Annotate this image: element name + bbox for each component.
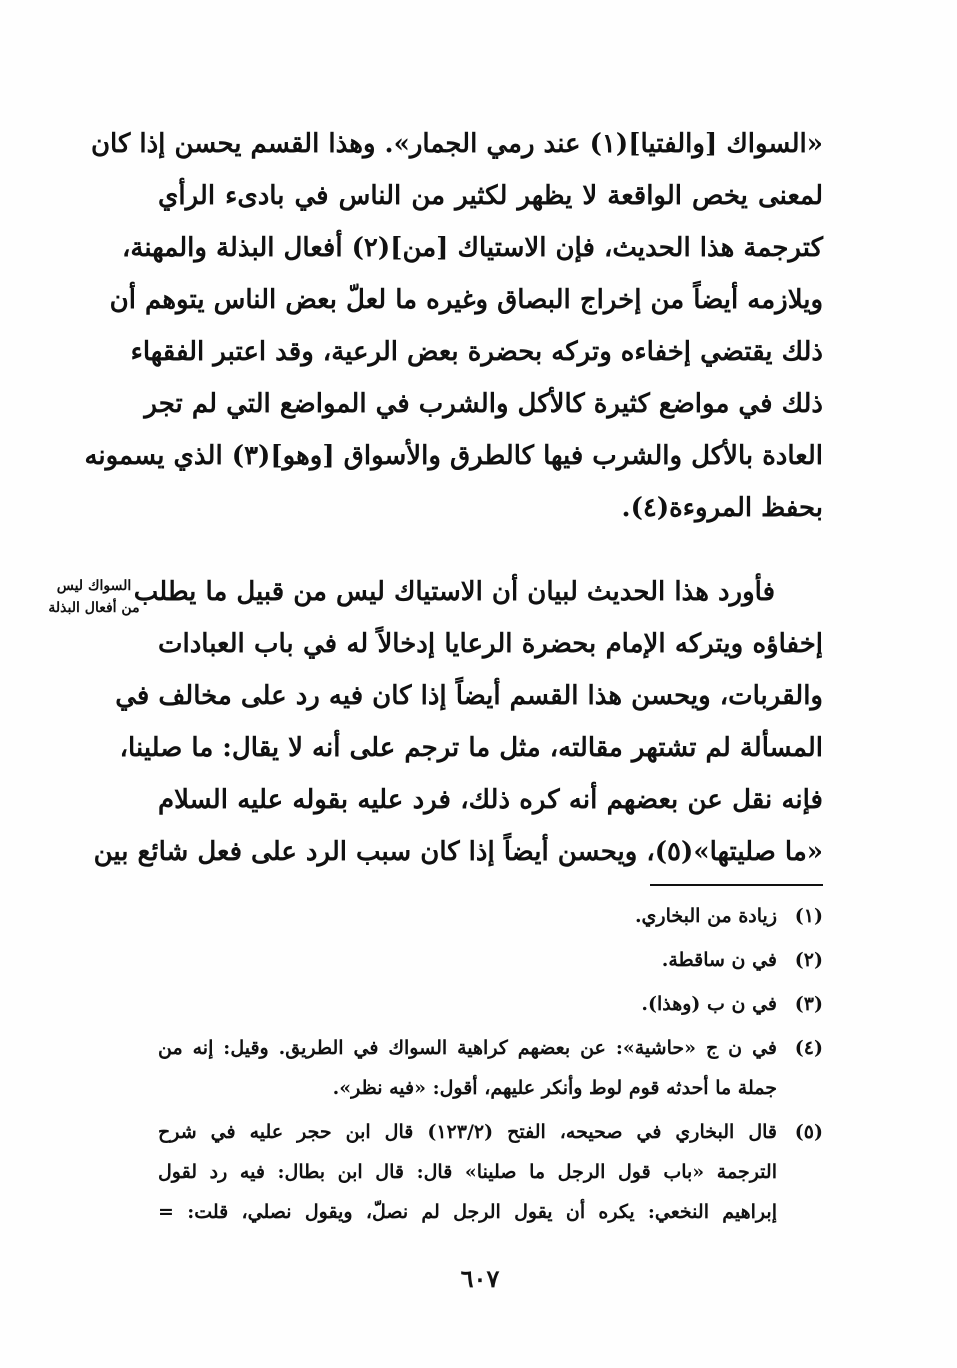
footnote-text: زيادة من البخاري. <box>634 905 777 927</box>
text-line: فإنه نقل عن بعضهم أنه كره ذلك، فرد عليه بقوله عليه السلام <box>158 785 823 815</box>
text-line: كترجمة هذا الحديث، فإن الاستياك [من](٢) أفعال البذلة والمهنة، <box>122 233 823 263</box>
footnote <box>158 1028 823 1108</box>
text-line: ذلك يقتضي إخفاءه وتركه بحضرة بعض الرعية، وقد اعتبر الفقهاء <box>130 337 823 367</box>
footnotes <box>158 896 823 1236</box>
text-line: «السواك [والفتيا](١) عند رمي الجمار». وهذا القسم يحسن إذا كان <box>90 129 823 159</box>
margin-note <box>44 575 144 619</box>
footnote-text: إبراهيم النخعي: يكره أن يقول الرجل لم نصلّ، ويقول نصلي، قلت: = <box>158 1201 777 1223</box>
footnote <box>158 984 823 1024</box>
footnote-number: (٢) <box>794 949 823 971</box>
footnote <box>158 940 823 980</box>
footnote-number: (٤) <box>794 1037 823 1059</box>
text-line: ذلك في مواضع كثيرة كالأكل والشرب في المواضع التي لم تجر <box>144 389 823 419</box>
margin-note-line: من أفعال البذلة <box>48 600 140 616</box>
text-line: بحفظ المروءة(٤). <box>621 493 823 523</box>
text-line: العادة بالأكل والشرب فيها كالطرق والأسواق [وهو](٣) الذي يسمونه <box>84 441 823 471</box>
footnote <box>158 1112 823 1232</box>
text-line: المسألة لم تشتهر مقالته، مثل ما ترجم على أنه لا يقال: ما صلينا، <box>119 733 823 763</box>
footnote-number: (٥) <box>794 1121 823 1143</box>
footnote-text: قال البخاري في صحيحه، الفتح (١٢٣/٢) قال ابن حجر عليه في شرح <box>158 1121 778 1143</box>
text-line: «ما صليتها»(٥)، ويحسن أيضاً إذا كان سبب الرد على فعل شائع بين <box>93 837 823 867</box>
page-number: ٦٠٧ <box>460 1264 500 1293</box>
footnote-text: في ن ب (وهذا). <box>641 993 777 1015</box>
text-line: إخفاؤه ويتركه الإمام بحضرة الرعايا إدخالاً له في باب العبادات <box>158 629 823 659</box>
footnote-text: في ن ساقطة. <box>661 949 777 971</box>
paragraph-1 <box>84 118 823 534</box>
margin-note-line: السواك ليس <box>56 578 132 594</box>
text-line: ويلازمه أيضاً من إخراج البصاق وغيره ما لعلّ بعض الناس يتوهم أن <box>109 285 823 315</box>
footnote-number: (٣) <box>794 993 823 1015</box>
footnote <box>158 896 823 936</box>
text-line: لمعنى يخص الواقعة لا يظهر لكثير من الناس في بادىء الرأي <box>158 181 823 211</box>
footnote-text: الترجمة «باب قول الرجل ما صلينا» قال: قال ابن بطال: فيه رد لقول <box>158 1161 777 1183</box>
footnote-separator <box>650 884 823 886</box>
text-line: والقربات، ويحسن هذا القسم أيضاً إذا كان فيه رد على مخالف في <box>115 681 823 711</box>
footnote-text: جملة ما أحدثه قوم لوط وأنكر عليهم، أقول: «فيه نظر». <box>332 1077 777 1099</box>
text-line: فأورد هذا الحديث لبيان أن الاستياك ليس من قبيل ما يطلب <box>133 577 775 607</box>
footnote-number: (١) <box>794 905 823 927</box>
footnote-text: في ن ج «حاشية»: عن بعضهم كراهية السواك في الطريق. وقيل: إنه من <box>158 1037 777 1059</box>
